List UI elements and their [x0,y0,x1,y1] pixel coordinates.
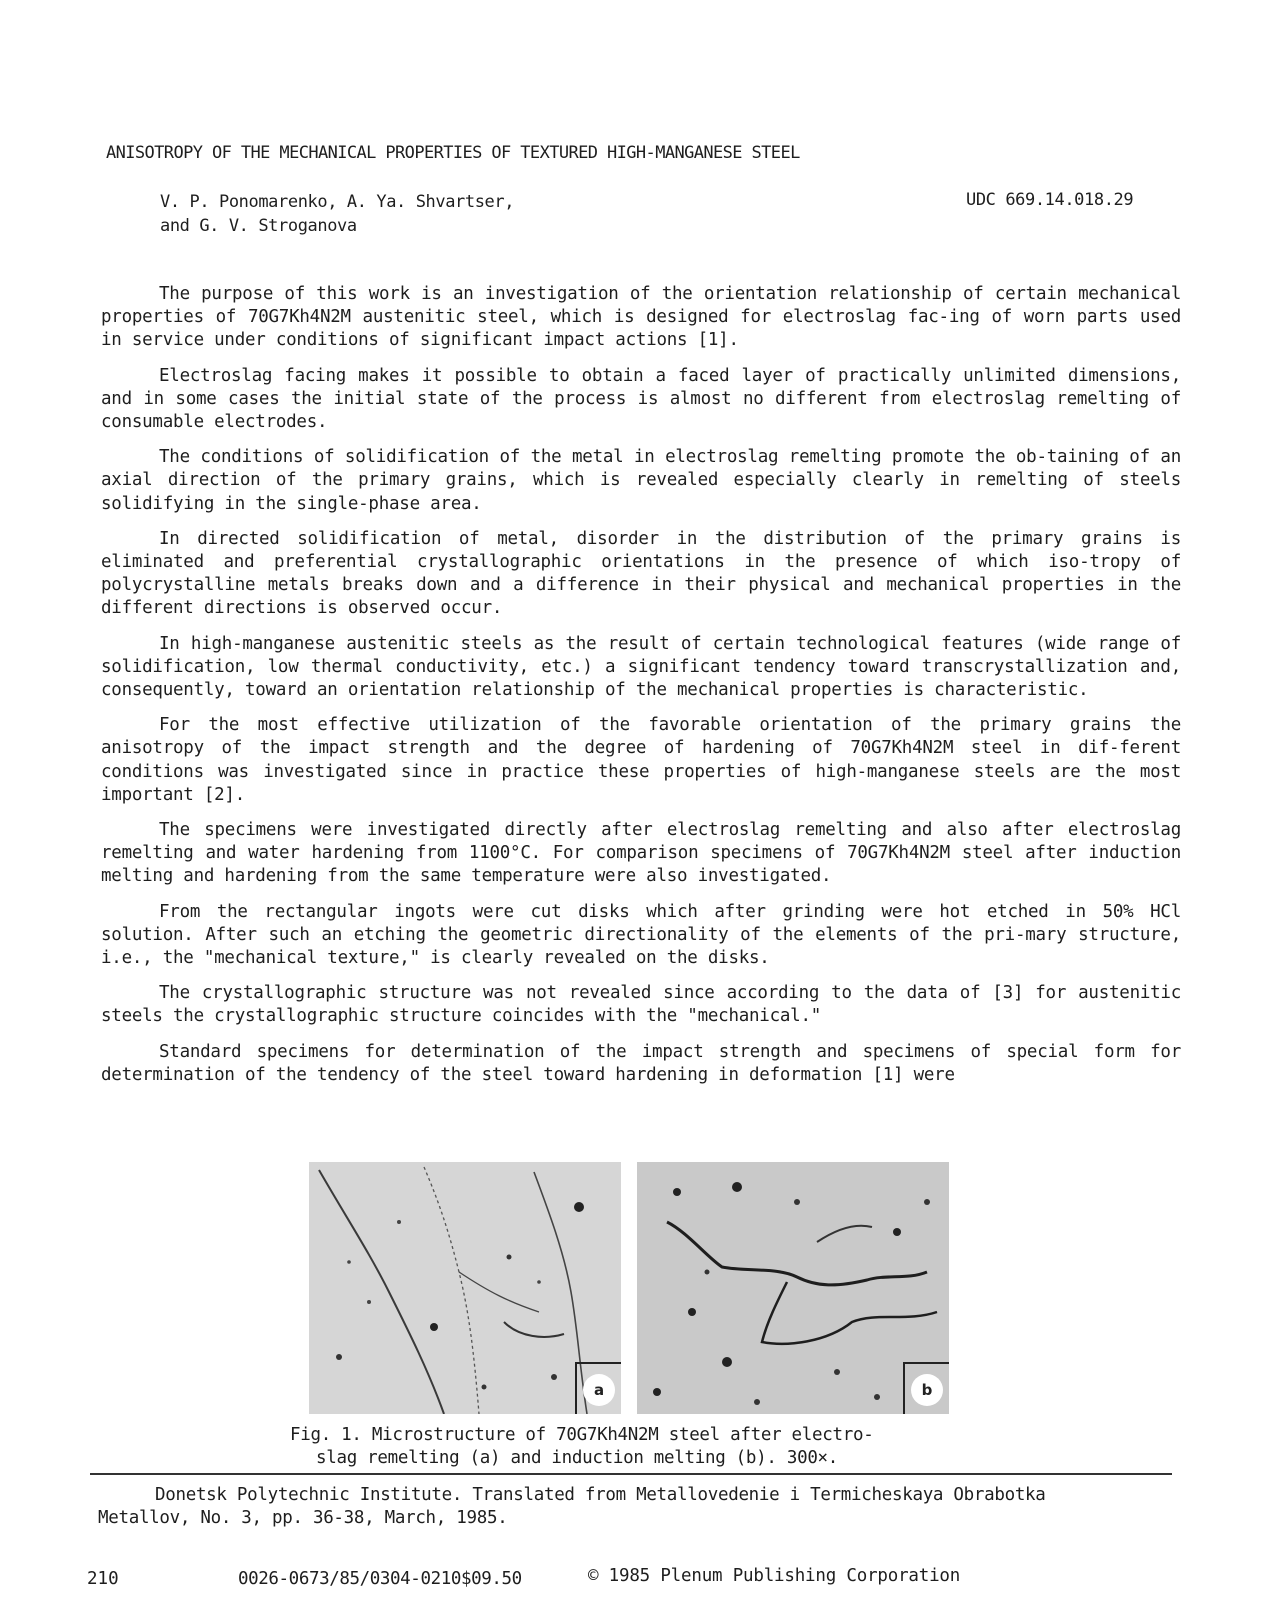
paragraph: The conditions of solidification of the metal in electroslag remelting promote the ob-taining of an axial direction of the primary grains, which is revealed especially clearly in remelting of steels solidifying in the single-phase area. [101,447,1181,514]
footnote-divider [90,1473,1172,1475]
authors-line-2: and G. V. Stroganova [160,216,357,236]
article-title: ANISOTROPY OF THE MECHANICAL PROPERTIES OF TEXTURED HIGH-MANGANESE STEEL [106,143,800,163]
figure-microstructure [309,1162,957,1414]
figure-caption [290,1424,990,1470]
micrograph-a-label-frame [575,1362,621,1414]
authors-line-1: V. P. Ponomarenko, A. Ya. Shvartser, [160,192,515,212]
footnote-line-1: Donetsk Polytechnic Institute. Translated from Metallovedenie i Termicheskaya Obrabotka [155,1485,1046,1505]
micrograph-a [309,1162,621,1414]
paragraph: For the most effective utilization of the favorable orientation of the primary grains the anisotropy of the impact strength and the degree of hardening of 70G7Kh4N2M steel in dif-ferent conditions was investigated since in practice these properties of high-manganese steels are the most important [2]. [101,715,1181,805]
footnote-line-2: Metallov, No. 3, pp. 36-38, March, 1985. [98,1508,508,1528]
micrograph-b-label-frame [903,1362,949,1414]
paragraph: The purpose of this work is an investigation of the orientation relationship of certain mechanical properties of 70G7Kh4N2M austenitic steel, which is designed for electroslag fac-ing of worn parts used in service under conditions of significant impact actions [1]. [101,284,1181,351]
caption-line-2: slag remelting (a) and induction melting (b). 300×. [316,1448,839,1468]
caption-line-1: Fig. 1. Microstructure of 70G7Kh4N2M steel after electro- [290,1425,874,1445]
paragraph: The crystallographic structure was not revealed since according to the data of [3] for austenitic steels the crystallographic structure coincides with the "mechanical." [101,983,1181,1027]
micrograph-a-label: a [583,1374,615,1406]
paragraph: Standard specimens for determination of the impact strength and specimens of special form for determination of the tendency of the steel toward hardening in deformation [1] were [101,1041,1181,1085]
authors [160,190,514,238]
article-code: 0026-0673/85/0304-0210$09.50 [238,1569,522,1589]
paragraph: In directed solidification of metal, disorder in the distribution of the primary grains is eliminated and preferential crystallographic orientations in the presence of which iso-tropy of polycrystalline metals breaks down and a difference in their physical and mechanical properties in the different directions is observed occur. [101,528,1181,619]
micrograph-b-label: b [911,1374,943,1406]
page-number: 210 [87,1569,119,1589]
paragraph: The specimens were investigated directly after electroslag remelting and also after electroslag remelting and water hardening from 1100°C. For comparison specimens of 70G7Kh4N2M steel after induction melting and hardening from the same temperature were also investigated. [101,820,1181,887]
paragraph: In high-manganese austenitic steels as the result of certain technological features (wide range of solidification, low thermal conductivity, etc.) a significant tendency toward transcrystallization and, consequently, toward an orientation relationship of the mechanical properties is characteristic. [101,633,1181,701]
micrograph-b [637,1162,949,1414]
paragraph: From the rectangular ingots were cut disks which after grinding were hot etched in 50% HCl solution. After such an etching the geometric directionality of the elements of the pri-mary structure, i.e., the "mechanical texture," is clearly revealed on the disks. [101,901,1181,969]
paragraph: Electroslag facing makes it possible to obtain a faced layer of practically unlimited dimensions, and in some cases the initial state of the process is almost no different from electroslag remelting of consumable electrodes. [101,365,1181,433]
udc-code: UDC 669.14.018.29 [966,190,1134,210]
copyright: © 1985 Plenum Publishing Corporation [588,1566,961,1586]
article-body [101,283,1181,1099]
footnote [98,1484,1046,1530]
